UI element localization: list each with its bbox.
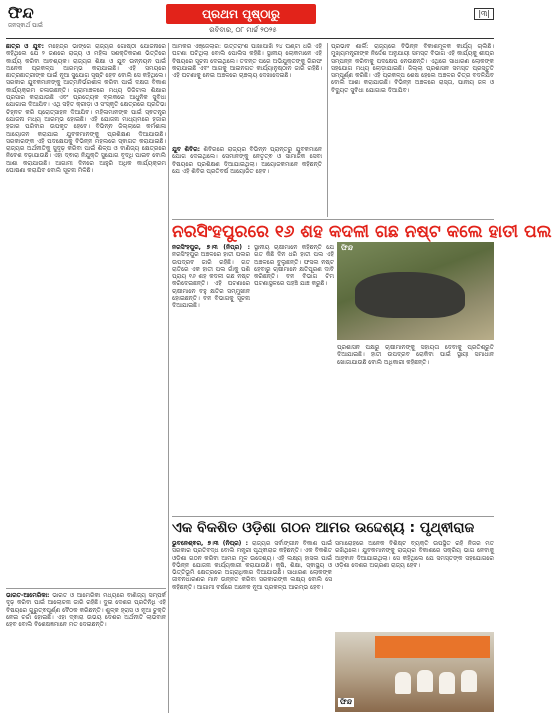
stage-banner bbox=[375, 636, 490, 658]
masthead-divider bbox=[6, 38, 494, 39]
story-body: ପ୍ରଶାସନ ପକ୍ଷରୁ ଚାଷୀମାନଙ୍କୁ ସହାୟତା ଦେବାକୁ ପ୍ରତିଶ୍ରୁତି ଦିଆଯାଇଛି। ହାତୀ ଉପଦ୍ରବ ରୋକିବା ପାଇଁ ସ୍ଥାୟୀ ସମାଧାନ ଖୋଜାଯାଉଛି ବୋଲି ଅଧିକାରୀ କହିଛନ୍ତି। bbox=[337, 344, 494, 366]
section-divider bbox=[6, 588, 166, 589]
story-body: ସ୍ଥାନୀୟ ଚାଷୀମାନେ କହିଛନ୍ତି ଯେ ଗତ କିଛି ଦିନ ଧରି ହାତୀ ପଲ ଏହି ଅଞ୍ଚଳରେ ବୁଲୁଛନ୍ତି। ଫସଲ ନଷ୍ଟ ହେବାରୁ ଚାଷୀମାନେ କ୍ଷତିପୂରଣ ଦାବି କରିଛନ୍ତି। ବନ ବିଭାଗ ଟିମ ଘଟଣାସ୍ଥଳରେ ପହଞ୍ଚି ଯାଞ୍ଚ କରୁଛି। bbox=[254, 244, 334, 288]
left-column-story-2 bbox=[6, 592, 166, 712]
left-column-story bbox=[6, 43, 166, 583]
story-heading: ଛାତ୍ର ଓ ଯୁବ: bbox=[6, 43, 44, 50]
section-divider bbox=[172, 516, 494, 517]
elephant-story-col3 bbox=[337, 344, 494, 512]
newspaper-logo: ଫିନ୍ଦ bbox=[8, 4, 34, 22]
state-story-col1 bbox=[172, 540, 332, 712]
story-body: ସମାରୋହରେ ଅନେକ ବିଶିଷ୍ଟ ବ୍ୟକ୍ତି ଉପସ୍ଥିତ ରହି ନିଜର ମତ ରଖିଥିଲେ। ଯୁବକମାନଙ୍କୁ ରାଜ୍ୟର ବିକାଶରେ ସକ୍ରିୟ ଭାଗ ନେବାକୁ ଆହ୍ଵାନ ଦିଆଯାଇଥିଲା। ସେ କହିଥିଲେ ଯେ ସମସ୍ତଙ୍କ ସହଯୋଗରେ ଓଡ଼ିଶା ଦେଶର ଅଗ୍ରଣୀ ରାଜ୍ୟ ହେବ। bbox=[335, 540, 494, 569]
person-figure bbox=[461, 670, 477, 692]
story-body: ରାଜ୍ୟର ସର୍ବାଙ୍ଗୀନ ବିକାଶ ପାଇଁ ସରକାର ପ୍ରତିବଦ୍ଧ ବୋଲି ମନ୍ତ୍ରୀ ପୃଥ୍ଵୀରାଜ କହିଛନ୍ତି। ଏକ ବିକଶିତ ଓଡ଼ିଶା ଗଠନ କରିବା ଆମର ମୂଳ ଉଦ୍ଦେଶ୍ୟ। ଏହି ଲକ୍ଷ୍ୟ ହାସଲ ପାଇଁ ବିଭିନ୍ନ ଯୋଜନା କାର୍ଯ୍ୟକାରୀ କରାଯାଉଛି। କୃଷି, ଶିକ୍ଷା, ସ୍ଵାସ୍ଥ୍ୟ ଓ ଭିତ୍ତିଭୂମି କ୍ଷେତ୍ରରେ ଅଗ୍ରାଧିକାର ଦିଆଯାଉଛି। ସାଧାରଣ ଲୋକଙ୍କ ଜୀବନଧାରଣର ମାନ ଉନ୍ନତ କରିବା ସରକାରଙ୍କ ଲକ୍ଷ୍ୟ ବୋଲି ସେ କହିଛନ୍ତି। ଆଗାମୀ ବର୍ଷରେ ଅନେକ ନୂଆ ପ୍ରକଳ୍ପ ଆରମ୍ଭ ହେବ। bbox=[172, 540, 332, 591]
story-top-right bbox=[331, 43, 494, 217]
story-body: ଆମକର ଏଞ୍ଜେଲାର: ଉତ୍ତରାଂଶ ପାଖାପାଖି ୨୪ ଘଣ୍ଟା ଧରି ଏହି ଘଟଣା ଘଟିଥିଲା ବୋଲି ପୋଲିସ କହିଛି। ସ୍ଥାନୀୟ ଲୋକମାନେ ଏହି ବିଷୟରେ ସୂଚନା ଦେଇଥିଲେ। ତଦନ୍ତ ପରେ ଅଭିଯୁକ୍ତଙ୍କୁ ଗିରଫ କରାଯାଇଛି ଏବଂ ଆଗକୁ ଆଇନଗତ କାର୍ଯ୍ୟାନୁଷ୍ଠାନ ଜାରି ରହିଛି। ଏହି ଘଟଣାକୁ ନେଇ ଅଞ୍ଚଳରେ ଚାଞ୍ଚଲ୍ୟ ଦେଖାଦେଇଛି। bbox=[172, 43, 322, 80]
column-divider bbox=[168, 43, 169, 713]
story-heading: ଯୁବ ଶିବିର: bbox=[172, 146, 201, 153]
logo-tagline: ଜନସ୍ଵାର୍ଥ ପାଇଁ bbox=[8, 22, 43, 29]
story-body: ଶିବିରରେ ରାଜ୍ୟର ବିଭିନ୍ନ ପ୍ରାନ୍ତରୁ ଯୁବକମାନେ ଯୋଗ ଦେଇଥିଲେ। ସେମାନଙ୍କୁ ନେତୃତ୍ଵ ଓ ସାମାଜିକ ସେବା ବିଷୟରେ ପ୍ରଶିକ୍ଷଣ ଦିଆଯାଇଥିଲା। ଆୟୋଜକମାନେ କହିଛନ୍ତି ଯେ ଏହି ଶିବିର ପ୍ରତିବର୍ଷ ଆୟୋଜିତ ହେବ। bbox=[172, 146, 322, 175]
masthead bbox=[6, 4, 494, 36]
column-divider bbox=[327, 43, 328, 217]
elephant-story-col2 bbox=[254, 244, 334, 512]
section-banner: ପ୍ରଥମ ପୃଷ୍ଠାରୁ bbox=[166, 4, 316, 24]
state-story-col2 bbox=[335, 540, 494, 628]
story-body: ଭାରତ ଓ ଆମେରିକା ମଧ୍ୟରେ ବାଣିଜ୍ୟ ସମ୍ପର୍କ ଦୃଢ଼ କରିବା ପାଇଁ ଆଲୋଚନା ଜାରି ରହିଛି। ଦୁଇ ଦେଶର ପ୍ରତିନିଧି ଏହି ବିଷୟରେ ଗୁରୁତ୍ଵପୂର୍ଣ୍ଣ ବୈଠକ କରିଛନ୍ତି। ଶୁଳ୍କ ହ୍ରାସ ଓ ନୂଆ ଚୁକ୍ତି ନେଇ ଚର୍ଚ୍ଚା ହୋଇଛି। ଏହା ଦ୍ଵାରା ଉଭୟ ଦେଶର ଅର୍ଥନୀତି ଲାଭବାନ ହେବ ବୋଲି ବିଶେଷଜ୍ଞମାନେ ମତ ଦେଇଛନ୍ତି। bbox=[6, 592, 166, 629]
photo-credit: ଫିନ୍ଦ bbox=[341, 244, 353, 252]
story-body: ମହେନ୍ଦ୍ର ଭାଙ୍ଗେ ରାଜ୍ୟର ଗୋଷ୍ଠୀ ଯୋଜନାରେ କହିଥିଲେ ଯେ ୨ ଜଣରେ ରାଜ୍ୟ ଓ ମହିଳା ସଶକ୍ତିକରଣ ଭିତ୍ତିରେ କାର୍ଯ୍ୟ କରିବା ଆବଶ୍ୟକ। ରାଜ୍ୟର ଶିକ୍ଷା ଓ ଯୁବ ଉନ୍ନୟନ ପାଇଁ ଅନେକ ପ୍ରକଳ୍ପ ଆରମ୍ଭ କରାଯାଇଛି। ଏହି ସମୟରେ ଛାତ୍ରଛାତ୍ରୀଙ୍କ ପାଇଁ ନୂଆ ସୁଯୋଗ ସୃଷ୍ଟି ହେବ ବୋଲି ସେ କହିଥିଲେ। ସରକାର ଯୁବକମାନଙ୍କୁ ଆତ୍ମନିର୍ଭରଶୀଳ କରିବା ପାଇଁ ଦକ୍ଷତା ବିକାଶ କାର୍ଯ୍ୟକ୍ରମ ଚଳାଉଛନ୍ତି। ଗ୍ରାମାଞ୍ଚଳରେ ମଧ୍ୟ ଡିଜିଟାଲ ଶିକ୍ଷାର ପ୍ରସାର କରାଯାଉଛି ଏବଂ ପ୍ରତ୍ୟେକ ବ୍ଲକରେ ଆଧୁନିକ ସୁବିଧା ଯୋଗାଇ ଦିଆଯିବ। ଏଥି ସହିତ କ୍ରୀଡ଼ା ଓ ସଂସ୍କୃତି କ୍ଷେତ୍ରରେ ପ୍ରତିଭା ଚିହ୍ନଟ କରି ପ୍ରୋତ୍ସାହନ ଦିଆଯିବ। ମହିଳାମାନଙ୍କ ପାଇଁ ସ୍ଵତନ୍ତ୍ର ଯୋଜନା ମଧ୍ୟ ଆରମ୍ଭ ହୋଇଛି। ଏହି ଯୋଜନା ମାଧ୍ୟମରେ ହଜାର ହଜାର ପରିବାର ଉପକୃତ ହେବେ। ବିଭିନ୍ନ ଜିଲ୍ଲାରେ କର୍ମଶାଳା ଆୟୋଜନ କରାଯାଇ ଯୁବକମାନଙ୍କୁ ପ୍ରଶିକ୍ଷଣ ଦିଆଯାଉଛି। ସରକାରଙ୍କ ଏହି ପଦକ୍ଷେପକୁ ବିଭିନ୍ନ ମହଲରେ ସ୍ଵାଗତ କରାଯାଇଛି। ରାଜ୍ୟର ଅର୍ଥନୀତିକୁ ସୁଦୃଢ଼ କରିବା ପାଇଁ ଶିଳ୍ପ ଓ ବାଣିଜ୍ୟ କ୍ଷେତ୍ରରେ ନିବେଶ ବଢ଼ାଯାଉଛି। ଏହା ଦ୍ଵାରା ନିଯୁକ୍ତି ସୁଯୋଗ ବୃଦ୍ଧି ପାଇବ ବୋଲି ଆଶା କରାଯାଉଛି। ଆଗାମୀ ଦିନରେ ଆହୁରି ଅଧିକ କାର୍ଯ୍ୟକ୍ରମ ଘୋଷଣା କରାଯିବ ବୋଲି ସୂଚନା ମିଳିଛି। bbox=[6, 43, 166, 175]
story-body: ପ୍ରଭାବ ଶାର୍ଲି: ରାଜ୍ୟରେ ବିଭିନ୍ନ ବିକାଶମୂଳକ କାର୍ଯ୍ୟ ଚାଲିଛି। ମୁଖ୍ୟମନ୍ତ୍ରୀଙ୍କ ନିର୍ଦ୍ଦେଶ ଅନୁଯାୟୀ ସମସ୍ତ ବିଭାଗ ଏହି କାର୍ଯ୍ୟକୁ ଶୀଘ୍ର ସମ୍ପନ୍ନ କରିବାକୁ ପଦକ୍ଷେପ ନେଉଛନ୍ତି। ଏଥିରେ ସାଧାରଣ ଲୋକଙ୍କ ସହଯୋଗ ମଧ୍ୟ ଲୋଡ଼ାଯାଇଛି। ଜିଲ୍ଲା ପ୍ରଶାସନ ସମସ୍ତ ପ୍ରସ୍ତୁତି ସମ୍ପୂର୍ଣ୍ଣ କରିଛି। ଏହି ପ୍ରକଳ୍ପ ଶେଷ ହେଲେ ଅଞ୍ଚଳର ଚିତ୍ର ବଦଳିଯିବ ବୋଲି ଆଶା କରାଯାଉଛି। ବିଭିନ୍ନ ଅଞ୍ଚଳରେ ରାସ୍ତା, ପାନୀୟ ଜଳ ଓ ବିଦ୍ୟୁତ ସୁବିଧା ଯୋଗାଇ ଦିଆଯିବ। bbox=[331, 43, 494, 94]
event-photo bbox=[335, 632, 494, 712]
story-dateline: ନରସିଂହପୁର, ୭।୩ (ନିପ୍ର) : bbox=[172, 244, 250, 251]
elephant-story-col1 bbox=[172, 244, 250, 512]
headline-elephant-story: ନରସିଂହପୁରରେ ୧୬ ଶହ କଦଳୀ ଗଛ ନଷ୍ଟ କଲେ ହାତୀ ପଲ bbox=[172, 222, 552, 242]
headline-state-story: ଏକ ବିକଶିତ ଓଡ଼ିଶା ଗଠନ ଆମର ଉଦ୍ଦେଶ୍ୟ : ପୃଥ୍ଵୀରାଜ bbox=[172, 520, 475, 536]
photo-credit: ଫିନ୍ଦ bbox=[340, 698, 352, 706]
edition-date: ରବିବାର, ୦୮ ମାର୍ଚ୍ଚ ୨୦୨୫ bbox=[209, 26, 277, 34]
person-figure bbox=[417, 670, 433, 692]
section-divider bbox=[172, 219, 494, 220]
person-figure bbox=[395, 672, 411, 694]
story-top-middle bbox=[172, 43, 322, 143]
page-number: |୩| bbox=[474, 8, 494, 20]
elephant-figure bbox=[355, 272, 465, 318]
story-heading: ଭାରତ-ଆମେରିକା: bbox=[6, 592, 50, 599]
elephant-photo bbox=[337, 242, 494, 340]
story-body: ନରସିଂହପୁର ଅଞ୍ଚଳରେ ହାତୀ ପଲର ଉପଦ୍ରବ ଜାରି ରହିଛି। ଗତ ରାତିରେ ଏକ ହାତୀ ପଲ ଗାଁକୁ ପଶି ପ୍ରାୟ ୧୬ ଶହ କଦଳୀ ଗଛ ନଷ୍ଟ କରିଦେଇଛନ୍ତି। ଏହି ଘଟଣାରେ ଚାଷୀମାନେ ବହୁ କ୍ଷତିର ସମ୍ମୁଖୀନ ହୋଇଛନ୍ତି। ବନ ବିଭାଗକୁ ସୂଚନା ଦିଆଯାଇଛି। bbox=[172, 251, 250, 310]
story-dateline: ଭୁବନେଶ୍ଵର, ୭।୩ (ନିପ୍ର) : bbox=[172, 540, 248, 547]
person-figure bbox=[439, 672, 455, 694]
story-youth-camp bbox=[172, 146, 322, 218]
